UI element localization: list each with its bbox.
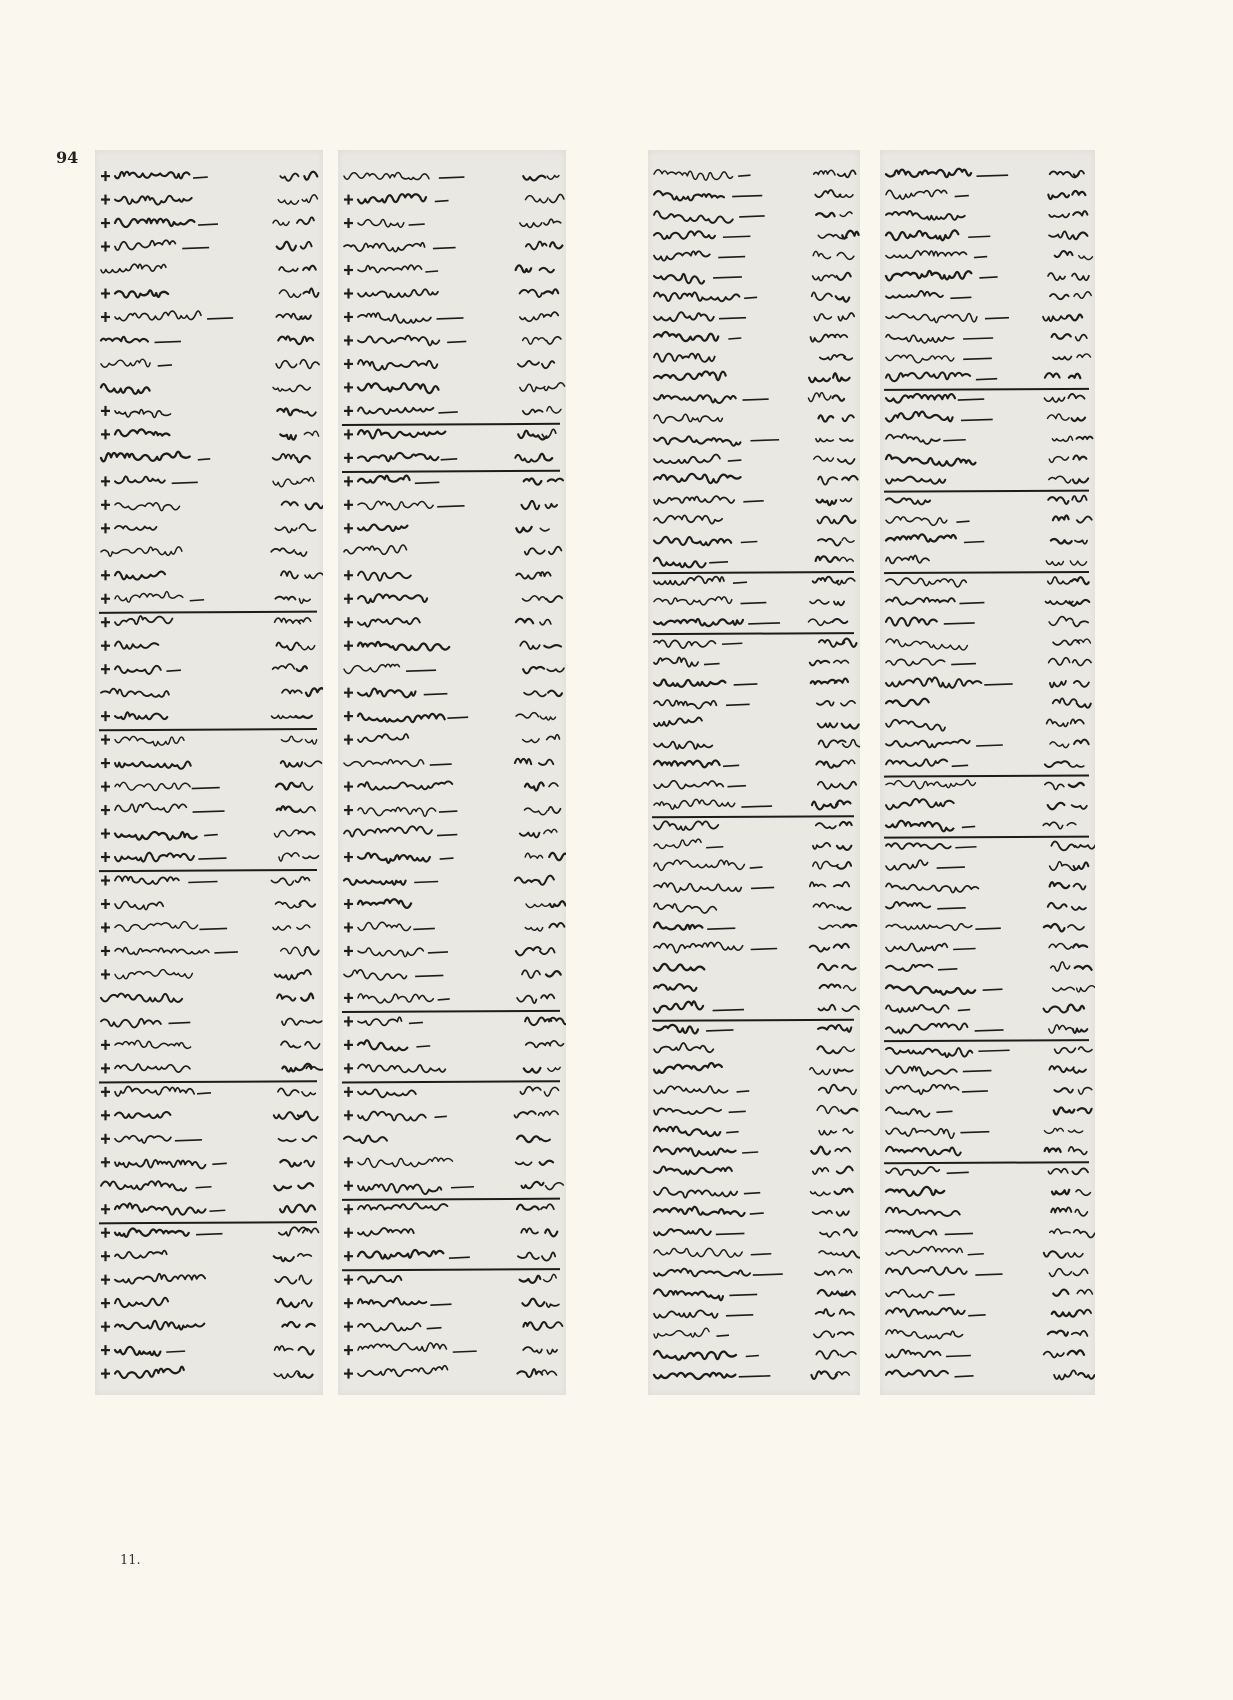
page-number: 94 — [56, 148, 79, 167]
manuscript-strip-3 — [648, 150, 860, 1395]
handwriting-scan — [648, 150, 860, 1395]
handwriting-scan — [880, 150, 1095, 1395]
handwriting-scan — [95, 150, 323, 1395]
handwriting-scan — [338, 150, 566, 1395]
plate-number: 11. — [120, 1553, 141, 1568]
manuscript-strip-4 — [880, 150, 1095, 1395]
manuscript-strip-1 — [95, 150, 323, 1395]
manuscript-strip-2 — [338, 150, 566, 1395]
